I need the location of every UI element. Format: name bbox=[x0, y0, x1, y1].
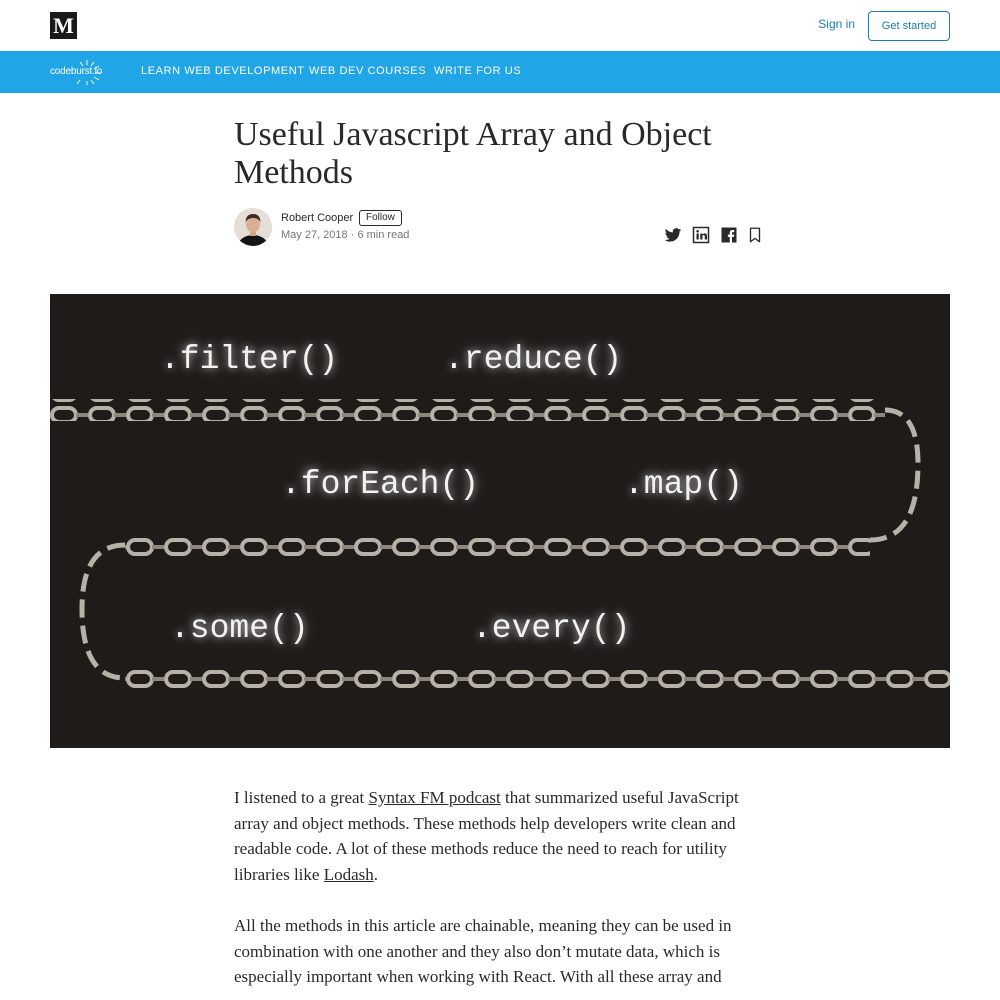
medium-logo[interactable]: M bbox=[50, 12, 77, 39]
linkedin-icon[interactable] bbox=[692, 226, 710, 244]
top-bar bbox=[0, 0, 1000, 51]
nav-web-dev-courses[interactable]: WEB DEV COURSES bbox=[309, 65, 427, 77]
author-photo bbox=[234, 208, 272, 246]
lodash-link[interactable]: Lodash bbox=[323, 865, 374, 885]
twitter-icon[interactable] bbox=[664, 226, 682, 244]
method-label: .map() bbox=[624, 466, 743, 503]
publish-date: May 27, 2018 bbox=[281, 229, 348, 241]
nav-learn-web-development[interactable]: LEARN WEB DEVELOPMENT bbox=[141, 65, 305, 77]
paragraph-text: I listened to a great bbox=[234, 788, 369, 807]
codeburst-logo[interactable] bbox=[50, 59, 112, 85]
method-label: .filter() bbox=[160, 341, 339, 378]
hero-image bbox=[50, 294, 950, 748]
facebook-icon[interactable] bbox=[720, 226, 738, 244]
paragraph-1 bbox=[234, 785, 764, 888]
method-label: .every() bbox=[472, 610, 631, 647]
author-name[interactable]: Robert Cooper bbox=[281, 212, 354, 224]
publication-bar bbox=[0, 51, 1000, 93]
sign-in-link[interactable]: Sign in bbox=[818, 17, 855, 31]
paragraph-2: All the methods in this article are chainable, meaning they can be used in combination with one another and they also don’t mutate data, which is especially important when working with React. With all these array and bbox=[234, 916, 732, 987]
avatar[interactable] bbox=[234, 208, 272, 246]
method-label: .reduce() bbox=[444, 341, 623, 378]
codeburst-logo-text: codeburst.io bbox=[50, 66, 103, 77]
article-title: Useful Javascript Array and Object Methods bbox=[234, 116, 712, 191]
nav-write-for-us[interactable]: WRITE FOR US bbox=[434, 65, 522, 77]
paragraph-text: . bbox=[373, 865, 378, 885]
method-label: .forEach() bbox=[281, 466, 480, 503]
meta-separator: · bbox=[350, 229, 355, 241]
bookmark-icon[interactable] bbox=[746, 226, 764, 244]
get-started-button[interactable]: Get started bbox=[868, 11, 950, 41]
article-meta bbox=[281, 229, 409, 241]
read-time: 6 min read bbox=[357, 229, 410, 241]
syntax-fm-podcast-link[interactable]: Syntax FM podcast bbox=[368, 788, 501, 807]
follow-button[interactable]: Follow bbox=[359, 210, 402, 226]
method-label: .some() bbox=[170, 610, 309, 647]
paragraph-text: that summarized useful JavaScript array and object methods. These methods help developers write clean and readable code. A lot of these methods reduce the need to reach for utility libraries like bbox=[234, 788, 739, 885]
